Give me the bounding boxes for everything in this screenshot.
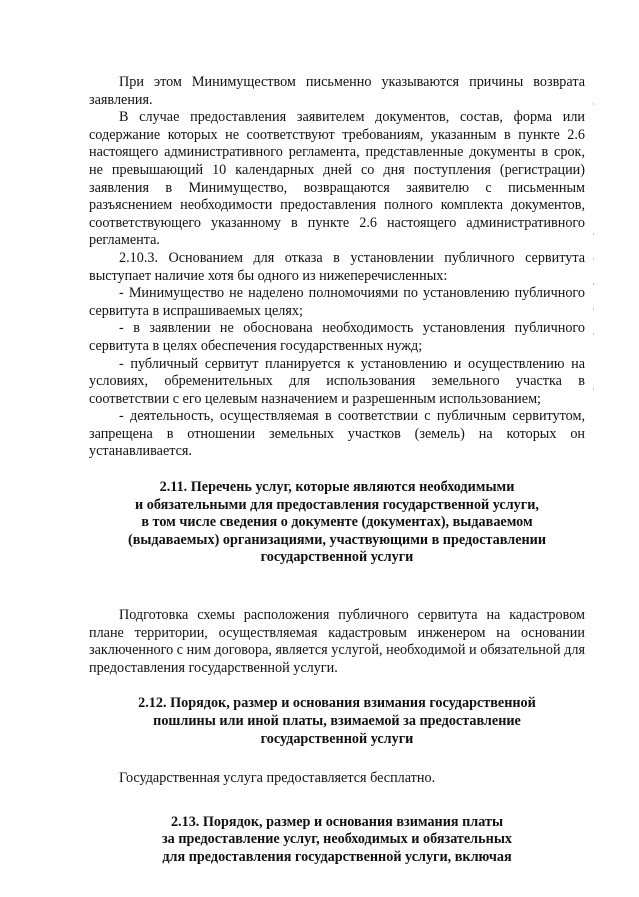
scan-mark: ·: [592, 330, 595, 340]
paragraph: 2.10.3. Основанием для отказа в установлении публичного сервитута выступает наличие хотя бы одного из нижеперечисленных:: [89, 249, 585, 284]
heading-line: 2.12. Порядок, размер и основания взимания государственной: [138, 695, 536, 712]
paragraph: Государственная услуга предоставляется бесплатно.: [119, 770, 436, 787]
heading-line: 2.13. Порядок, размер и основания взимания платы: [170, 813, 504, 830]
heading-line: и обязательными для предоставления государственной услуги,: [135, 496, 539, 513]
scan-mark: ·: [592, 305, 595, 315]
heading-line: государственной услуги: [260, 549, 414, 566]
scan-mark: ·: [592, 280, 595, 290]
paragraph: При этом Минимуществом письменно указываются причины возврата заявления.: [89, 74, 585, 108]
scan-mark: ·: [592, 385, 595, 395]
paragraph: Подготовка схемы расположения публичного сервитута на кадастровом плане территории, осуществляемая кадастровым инженером на основании заключенного с ним договора, является услугой, необходимой и обязательной для предоставления государственной услуги.: [89, 607, 585, 676]
list-item: - в заявлении не обоснована необходимость установления публичного сервитута в целях обеспечения государственных нужд;: [89, 320, 585, 354]
section-heading-2-12: [89, 695, 585, 748]
list-item: - публичный сервитут планируется к установлению и осуществлению на условиях, обременительных для использования земельного участка в соответствии с его целевым назначением и разрешенным использованием;: [89, 355, 585, 407]
heading-line: государственной услуги: [260, 730, 414, 747]
heading-line: для предоставления государственной услуги, включая: [162, 848, 512, 865]
heading-line: (выдаваемых) организациями, участвующими в предоставлении: [127, 531, 547, 548]
scan-mark: ·: [592, 100, 595, 110]
paragraph: В случае предоставления заявителем документов, состав, форма или содержание которых не соответствуют требованиям, указанным в пункте 2.6 настоящего административного регламента, представленные документы в срок, не превышающий 10 календарных дней со дня поступления (регистрации) заявления в Минимущество, возвращаются заявителю с письменным разъяснением необходимости предоставления полного комплекта документов, соответствующего указанному в пункте 2.6 настоящего административного регламента.: [89, 109, 585, 249]
heading-line: 2.11. Перечень услуг, которые являются необходимыми: [159, 479, 515, 496]
scan-mark: ·: [592, 230, 595, 240]
section-heading-2-13: [89, 814, 585, 867]
heading-line: за предоставление услуг, необходимых и обязательных: [161, 831, 512, 848]
heading-line: в том числе сведения о документе (документах), выдаваемом: [141, 514, 533, 531]
document-body: [89, 74, 585, 867]
scan-mark: ·: [592, 255, 595, 265]
heading-line: пошлины или иной платы, взимаемой за предоставление: [153, 713, 521, 729]
section-heading-2-11: [89, 479, 585, 567]
list-item: - Минимущество не наделено полномочиями по установлению публичного сервитута в испрашиваемых целях;: [89, 285, 585, 319]
list-item: - деятельность, осуществляемая в соответствии с публичным сервитутом, запрещена в отношении земельных участков (земель) на которых он устанавливается.: [89, 408, 585, 460]
